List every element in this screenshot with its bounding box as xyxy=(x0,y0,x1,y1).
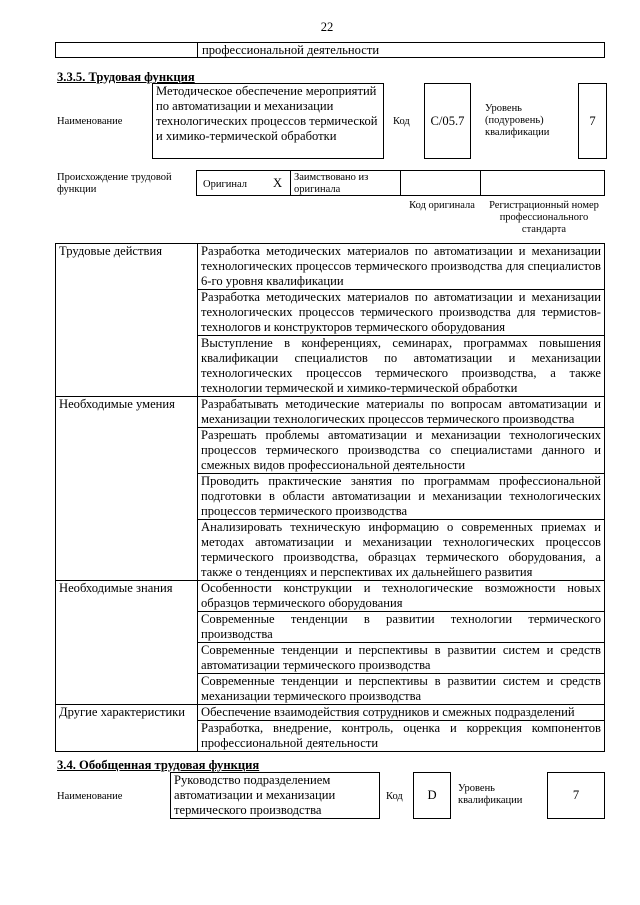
borrowed-label: Заимствовано из оригинала xyxy=(294,172,369,195)
table-cell: Анализировать техническую информацию о современных приемах и методах автоматизации и механизации технологических процессов термического производства, образцах термического оборудования, а также о тенденциях и перспективах их дальнейшего развития xyxy=(198,520,605,581)
row-label: Другие характеристики xyxy=(56,705,198,752)
row-label: Необходимые знания xyxy=(56,581,198,705)
table-cell: Разработка методических материалов по автоматизации и механизации технологических процессов термического производства для специалистов 6-го уровня квалификации xyxy=(198,244,605,290)
continuation-text: профессиональной деятельности xyxy=(202,43,380,57)
generalized-function-code: D xyxy=(413,772,451,819)
qualification-level: 7 xyxy=(547,772,605,819)
level-label: Уровень квалификации xyxy=(458,783,523,806)
function-details-table xyxy=(55,243,605,752)
page-number: 22 xyxy=(320,20,334,34)
origin-label: Происхождение трудовой функции xyxy=(57,172,172,195)
section-heading: 3.4. Обобщенная трудовая функция xyxy=(57,758,260,772)
original-mark: X xyxy=(273,176,283,190)
table-cell: Обеспечение взаимодействия сотрудников и смежных подразделений xyxy=(198,705,605,721)
code-label: Код xyxy=(386,791,403,802)
code-label: Код xyxy=(393,116,410,127)
table-cell: Особенности конструкции и технологические возможности новых образцов термического оборудования xyxy=(198,581,605,612)
code-original-label: Код оригинала xyxy=(409,200,475,211)
table-row xyxy=(56,581,605,612)
table-row xyxy=(56,397,605,428)
table-cell: Выступление в конференциях, семинарах, программах повышения квалификации специалистов по автоматизации и механизации технологических процессов термического производства, а также технологии термической и химико-термической обработки xyxy=(198,336,605,397)
reg-number-label: Регистрационный номер профессионального стандарта xyxy=(489,200,599,235)
name-label: Наименование xyxy=(57,791,123,802)
table-cell: Разработка, внедрение, контроль, оценка и коррекция компонентов профессиональной деятельности xyxy=(198,721,605,752)
section-heading: 3.3.5. Трудовая функция xyxy=(57,70,195,84)
table-row xyxy=(56,705,605,721)
original-label: Оригинал xyxy=(203,179,247,190)
table-cell: Современные тенденции и перспективы в развитии систем и средств автоматизации термического производства xyxy=(198,643,605,674)
generalized-function-name: Руководство подразделением автоматизации и механизации термического производства xyxy=(170,772,380,819)
continuation-row xyxy=(55,42,605,58)
function-code: C/05.7 xyxy=(424,83,471,159)
name-label: Наименование xyxy=(57,116,123,127)
row-label: Трудовые действия xyxy=(56,244,198,397)
table-cell: Разработка методических материалов по автоматизации и механизации технологических процессов термического производства для термистов-технологов и конструкторов термического оборудования xyxy=(198,290,605,336)
origin-row xyxy=(196,170,605,196)
table-cell: Современные тенденции в развитии технологии термического производства xyxy=(198,612,605,643)
qualification-level: 7 xyxy=(578,83,607,159)
table-cell: Проводить практические занятия по программам профессиональной подготовки в области автоматизации и механизации технологических процессов термического производства xyxy=(198,474,605,520)
table-cell: Разрабатывать методические материалы по вопросам автоматизации и механизации технологических процессов термического производства xyxy=(198,397,605,428)
row-label: Необходимые умения xyxy=(56,397,198,581)
table-row xyxy=(56,244,605,290)
level-label: Уровень (подуровень) квалификации xyxy=(485,103,550,138)
table-cell: Современные тенденции и перспективы в развитии систем и средств механизации термического производства xyxy=(198,674,605,705)
table-cell: Разрешать проблемы автоматизации и механизации технологических процессов термического производства со специалистами данного и смежных видов профессиональной деятельности xyxy=(198,428,605,474)
function-name: Методическое обеспечение мероприятий по автоматизации и механизации технологических процессов термической и химико-термической обработки xyxy=(152,83,384,159)
